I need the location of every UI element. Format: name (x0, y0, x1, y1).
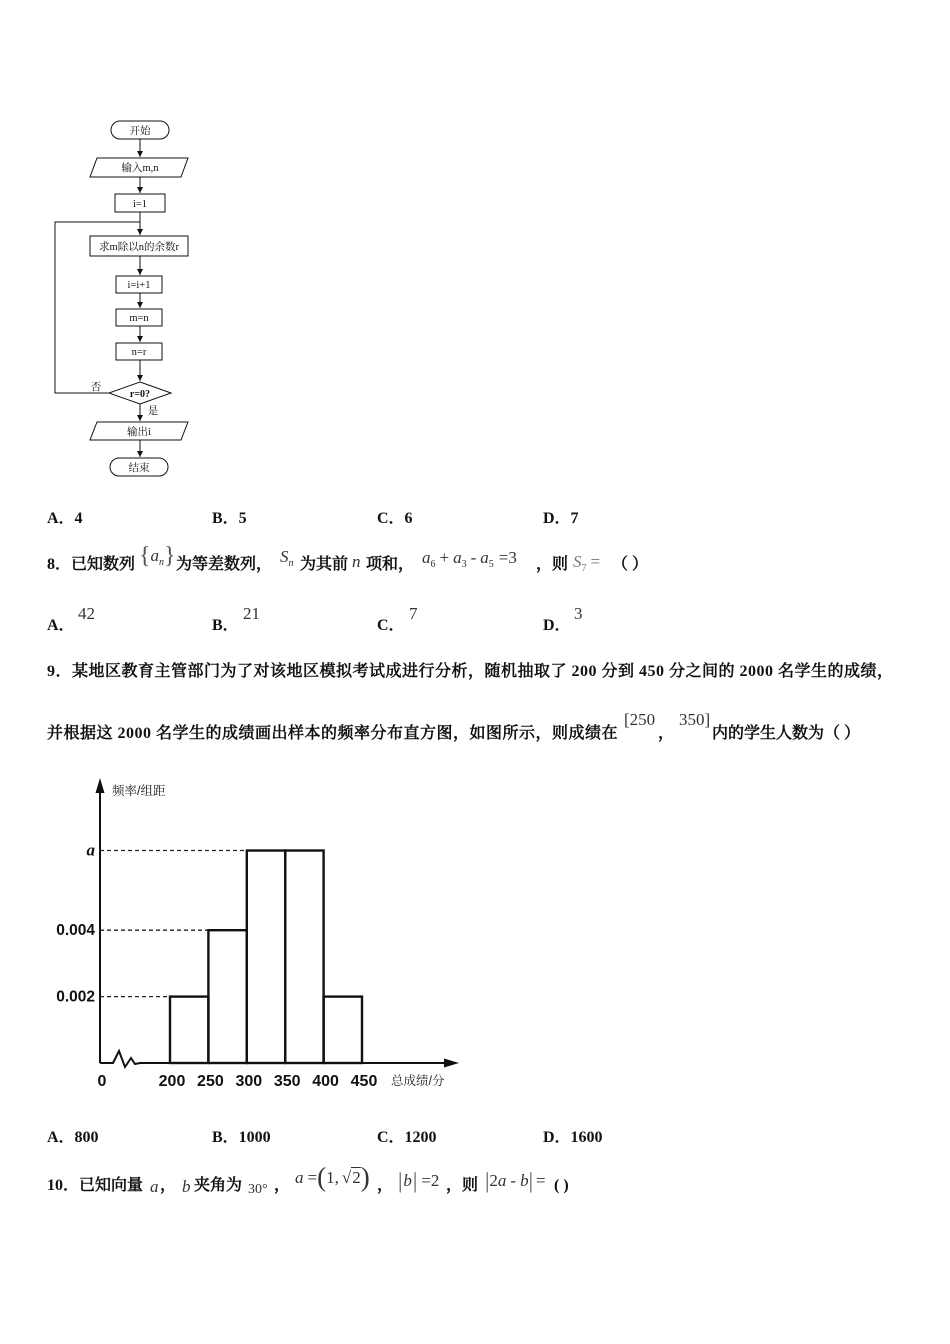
norm-eq: = (535, 1171, 546, 1190)
histogram-bar (170, 997, 208, 1063)
frequency-histogram (40, 770, 470, 1100)
q10-text2: 夹角为 (194, 1177, 243, 1194)
norm-var1: a (497, 1171, 507, 1190)
q9-line1: 9．某地区教育主管部门为了对该地区模拟考试成进行分析，随机抽取了 200 分到 450 分之间的 2000 名学生的成绩， (47, 663, 894, 680)
abs-bar-left: | (398, 1168, 403, 1193)
q9-interval-right: 350] (679, 710, 711, 729)
q10-comma3: ， (377, 1177, 394, 1194)
q10-norm-b (398, 1170, 439, 1192)
seq-sub: n (159, 557, 165, 568)
q7-option-c: C．6 (377, 510, 413, 527)
x-axis-title: 总成绩/分 (391, 1074, 445, 1088)
q8-s7-symbol (573, 551, 600, 580)
q8-equation (422, 547, 517, 576)
x-tick-label: 450 (350, 1073, 378, 1090)
q9-option-a: A．800 (47, 1129, 99, 1146)
eq-one: 1 (326, 1168, 335, 1187)
sqrt-icon: √ (341, 1168, 352, 1187)
s7-sub: 7 (581, 563, 587, 574)
assign-m-label: m=n (129, 313, 149, 324)
q7-option-a: A．4 (47, 510, 83, 527)
q8-option-b-letter: B． (212, 617, 239, 634)
q9-option-c: C．1200 (377, 1129, 437, 1146)
term-sub: 6 (430, 559, 436, 570)
abs-bar-right: | (412, 1168, 418, 1193)
y-tick-label: 0.004 (56, 922, 95, 940)
term-sub: 3 (461, 559, 467, 570)
q9-interval-comma: ， (658, 725, 675, 742)
equation-rhs: =3 (498, 548, 517, 567)
q10-prefix: 10．已知向量 (47, 1177, 144, 1194)
histogram-bar (208, 930, 246, 1063)
q8-option-a-value: 42 (78, 604, 95, 623)
eq-equals: = (307, 1168, 318, 1187)
flowchart (0, 0, 220, 490)
norm-var: b (403, 1171, 412, 1190)
q8-text2: 为等差数列， (176, 556, 273, 573)
y-axis-arrowhead (96, 778, 105, 793)
term-var: a (422, 548, 431, 567)
remainder-label: 求m除以n的余数r (99, 242, 179, 253)
x-tick-label: 200 (158, 1073, 186, 1090)
eq-var: a (295, 1168, 304, 1187)
sum-sub: n (288, 558, 294, 569)
q9-option-b: B．1000 (212, 1129, 271, 1146)
init-label: i=1 (132, 199, 148, 210)
q8-option-d-value: 3 (574, 604, 583, 623)
x-axis (100, 1051, 448, 1067)
q9-interval-left: [250 (624, 710, 656, 729)
histogram-bar (247, 851, 285, 1063)
eq-comma: , (334, 1168, 339, 1187)
q8-text3: 为其前 (300, 556, 349, 573)
q7-option-b: B．5 (212, 510, 247, 527)
histogram-marks (56, 783, 445, 1090)
output-label: 输出i (127, 427, 151, 438)
histogram-bar (285, 851, 323, 1063)
q10-comma1: ， (160, 1177, 177, 1194)
left-paren: ( (317, 1162, 327, 1192)
yes-branch-label: 是 (147, 406, 159, 417)
q9-line2: 并根据这 2000 名学生的成绩画出样本的频率分布直方图，如图所示，则成绩在 (47, 725, 619, 742)
abs-bar-left: | (485, 1168, 490, 1193)
norm-var2: b (520, 1171, 529, 1190)
q8-option-d-letter: D． (543, 617, 571, 634)
q10-angle: 30° (248, 1182, 268, 1197)
q8-answer-blank: （ ） (612, 556, 649, 573)
no-branch-label: 否 (90, 382, 102, 393)
assign-n-label: n=r (131, 347, 147, 358)
q8-prefix: 8．已知数列 (47, 556, 136, 573)
q9-option-d: D．1600 (543, 1129, 603, 1146)
end-label: 结束 (128, 463, 150, 474)
decision-label: r=0? (129, 389, 151, 400)
q10-norm-expression (485, 1170, 546, 1192)
term-var: a (453, 548, 462, 567)
x-tick-label: 300 (235, 1073, 263, 1090)
increment-label: i=i+1 (127, 280, 151, 291)
histogram-bar (324, 997, 362, 1063)
minus-operator: - (510, 1171, 517, 1190)
q10-comma2: ， (274, 1177, 291, 1194)
q8-option-a-letter: A． (47, 617, 75, 634)
abs-bar-right: | (528, 1168, 533, 1193)
start-label: 开始 (129, 126, 151, 137)
input-label: 输入m,n (121, 163, 159, 174)
plus-operator: + (439, 548, 450, 567)
minus-operator: - (470, 548, 477, 567)
right-brace: } (164, 543, 176, 569)
q10-vector-b: b (182, 1177, 191, 1196)
q9-line2-end: 内的学生人数为（ ） (712, 725, 861, 742)
q10-text3: ，则 (446, 1177, 479, 1194)
x-tick-label: 400 (312, 1073, 339, 1090)
y-tick-label: 0.002 (56, 988, 95, 1006)
q8-option-c-letter: C． (377, 617, 405, 634)
left-brace: { (139, 543, 151, 569)
right-paren: ) (360, 1162, 370, 1192)
term-var: a (480, 548, 489, 567)
x-tick-label: 250 (197, 1073, 224, 1090)
term-sub: 5 (488, 559, 494, 570)
radicand: 2 (352, 1168, 361, 1187)
q8-sum-symbol (280, 546, 294, 575)
y-axis-title: 频率/组距 (112, 784, 166, 798)
q7-option-d: D．7 (543, 510, 579, 527)
s7-var: S (573, 552, 582, 571)
q8-n-var: n (352, 552, 361, 571)
q8-option-b-value: 21 (243, 604, 260, 623)
norm-coef: 2 (489, 1171, 498, 1190)
q8-text5: ，则 (536, 556, 569, 573)
sum-var: S (280, 547, 289, 566)
norm-eq: =2 (421, 1171, 440, 1190)
q10-vector-a: a (150, 1177, 159, 1196)
q8-text4: 项和， (366, 556, 415, 573)
seq-var: a (150, 546, 160, 565)
q8-sequence-symbol (139, 545, 176, 574)
x-origin-label: 0 (97, 1073, 107, 1090)
s7-equals: = (590, 552, 601, 571)
x-axis-arrowhead (444, 1059, 459, 1068)
q8-option-c-value: 7 (409, 604, 418, 623)
y-tick-label: a (86, 840, 95, 860)
q10-answer-blank: ( ) (554, 1177, 569, 1194)
q10-vector-a-equation (295, 1162, 370, 1192)
x-tick-label: 350 (273, 1073, 301, 1090)
